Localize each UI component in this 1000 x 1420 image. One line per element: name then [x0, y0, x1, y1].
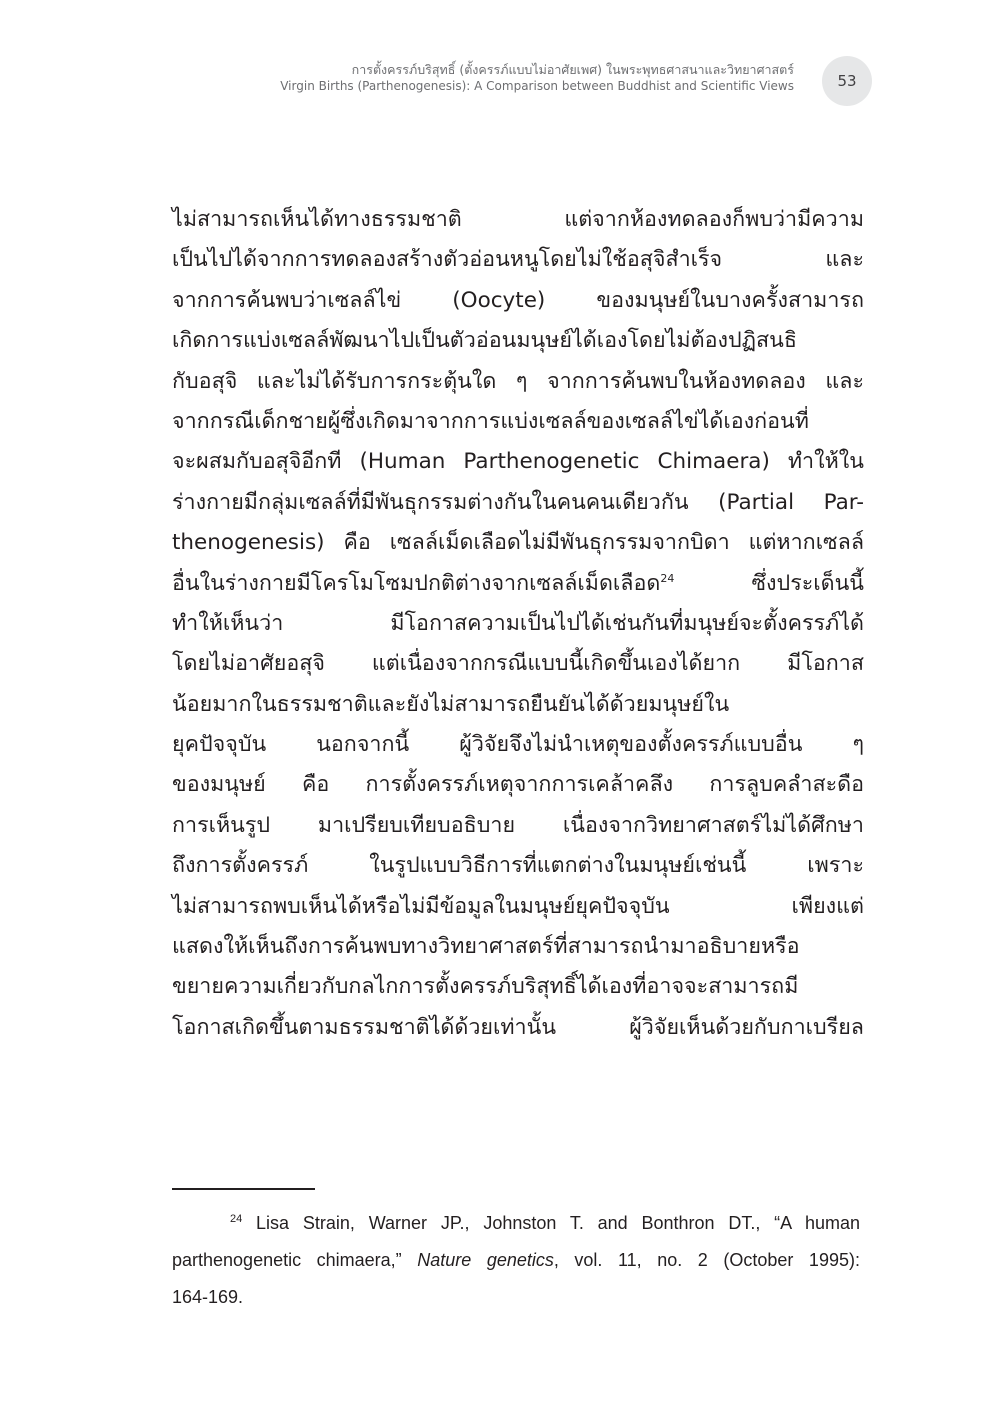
page-number-badge [822, 56, 872, 106]
footnote-line: 164-169. [172, 1287, 244, 1307]
body-line: thenogenesis) คือ เซลล์เม็ดเลือดไม่มีพันธุกรรมจากบิดา แต่หากเซลล์ [172, 530, 864, 556]
body-line-with-footnote-ref [172, 564, 864, 604]
body-line: ของมนุษย์ คือ การตั้งครรภ์เหตุจากการเคล้าคลึง การลูบคลำสะดือ [172, 772, 864, 798]
body-line: ไม่สามารถเห็นได้ทางธรรมชาติ แต่จากห้องทดลองก็พบว่ามีความ [172, 207, 864, 232]
body-line: การเห็นรูป มาเปรียบเทียบอธิบาย เนื่องจากวิทยาศาสตร์ไม่ได้ศึกษา [172, 812, 864, 838]
body-line: ร่างกายมีกลุ่มเซลล์ที่มีพันธุกรรมต่างกันในคนคนเดียวกัน (Partial Par- [172, 489, 864, 515]
body-line: น้อยมากในธรรมชาติและยังไม่สามารถยืนยันได้ด้วยมนุษย์ใน [172, 691, 730, 717]
body-line: จะผสมกับอสุจิอีกที (Human Parthenogenetic Chimaera) ทำให้ใน [172, 449, 864, 475]
header-title-english: Virgin Births (Parthenogenesis): A Comparison between Buddhist and Scientific Views [280, 79, 794, 93]
body-line: โดยไม่อาศัยอสุจิ แต่เนื่องจากกรณีแบบนี้เกิดขึ้นเองได้ยาก มีโอกาส [172, 651, 864, 677]
footnote-line [172, 1205, 860, 1242]
body-paragraph [172, 200, 864, 1048]
body-line: ขยายความเกี่ยวกับกลไกการตั้งครรภ์บริสุทธิ์ได้เองที่อาจจะสามารถมี [172, 974, 799, 1000]
body-line-text: ซึ่งประเด็นนี้ [674, 570, 864, 596]
body-line: แสดงให้เห็นถึงการค้นพบทางวิทยาศาสตร์ที่สามารถนำมาอธิบายหรือ [172, 934, 800, 960]
body-line: ถึงการตั้งครรภ์ ในรูปแบบวิธีการที่แตกต่างในมนุษย์เช่นนี้ เพราะ [172, 853, 864, 879]
body-line: โอกาสเกิดขึ้นตามธรรมชาติได้ด้วยเท่านั้น ผู้วิจัยเห็นด้วยกับกาเบรียล [172, 1014, 864, 1040]
body-line: ไม่สามารถพบเห็นได้หรือไม่มีข้อมูลในมนุษย์ยุคปัจจุบัน เพียงแต่ [172, 893, 864, 919]
running-header [280, 62, 794, 94]
footnote-reference[interactable]: 24 [660, 571, 675, 585]
body-line: เกิดการแบ่งเซลล์พัฒนาไปเป็นตัวอ่อนมนุษย์ได้เองโดยไม่ต้องปฏิสนธิ [172, 328, 798, 354]
footnote-text: Lisa Strain, Warner JP., Johnston T. and Bonthron DT., “A human [242, 1213, 860, 1233]
footnote-separator [172, 1188, 315, 1190]
body-line: ทำให้เห็นว่า มีโอกาสความเป็นไปได้เช่นกันที่มนุษย์จะตั้งครรภ์ได้ [172, 610, 864, 636]
footnote-number: 24 [230, 1213, 243, 1225]
body-line-text: อื่นในร่างกายมีโครโมโซมปกติต่างจากเซลล์เม็ดเลือด [172, 570, 661, 596]
body-line: เป็นไปได้จากการทดลองสร้างตัวอ่อนหนูโดยไม่ใช้อสุจิสำเร็จ และ [172, 247, 864, 273]
footnote-journal-title: Nature genetics [417, 1250, 554, 1270]
body-line: ยุคปัจจุบัน นอกจากนี้ ผู้วิจัยจึงไม่นำเหตุของตั้งครรภ์แบบอื่น ๆ [172, 732, 864, 758]
body-line: กับอสุจิ และไม่ได้รับการกระตุ้นใด ๆ จากการค้นพบในห้องทดลอง และ [172, 368, 864, 394]
footnote [172, 1205, 860, 1316]
footnote-line [172, 1242, 860, 1279]
body-line: จากการค้นพบว่าเซลล์ไข่ (Oocyte) ของมนุษย์ในบางครั้งสามารถ [172, 287, 864, 313]
body-line: จากกรณีเด็กชายผู้ซึ่งเกิดมาจากการแบ่งเซลล์ของเซลล์ไข่ได้เองก่อนที่ [172, 408, 809, 434]
header-title-thai: การตั้งครรภ์บริสุทธิ์ (ตั้งครรภ์แบบไม่อาศัยเพศ) ในพระพุทธศาสนาและวิทยาศาสตร์ [351, 62, 794, 77]
footnote-text: , vol. 11, no. 2 (October 1995): [553, 1250, 860, 1270]
page-number: 53 [837, 72, 857, 90]
footnote-text: parthenogenetic chimaera,” [172, 1250, 418, 1270]
